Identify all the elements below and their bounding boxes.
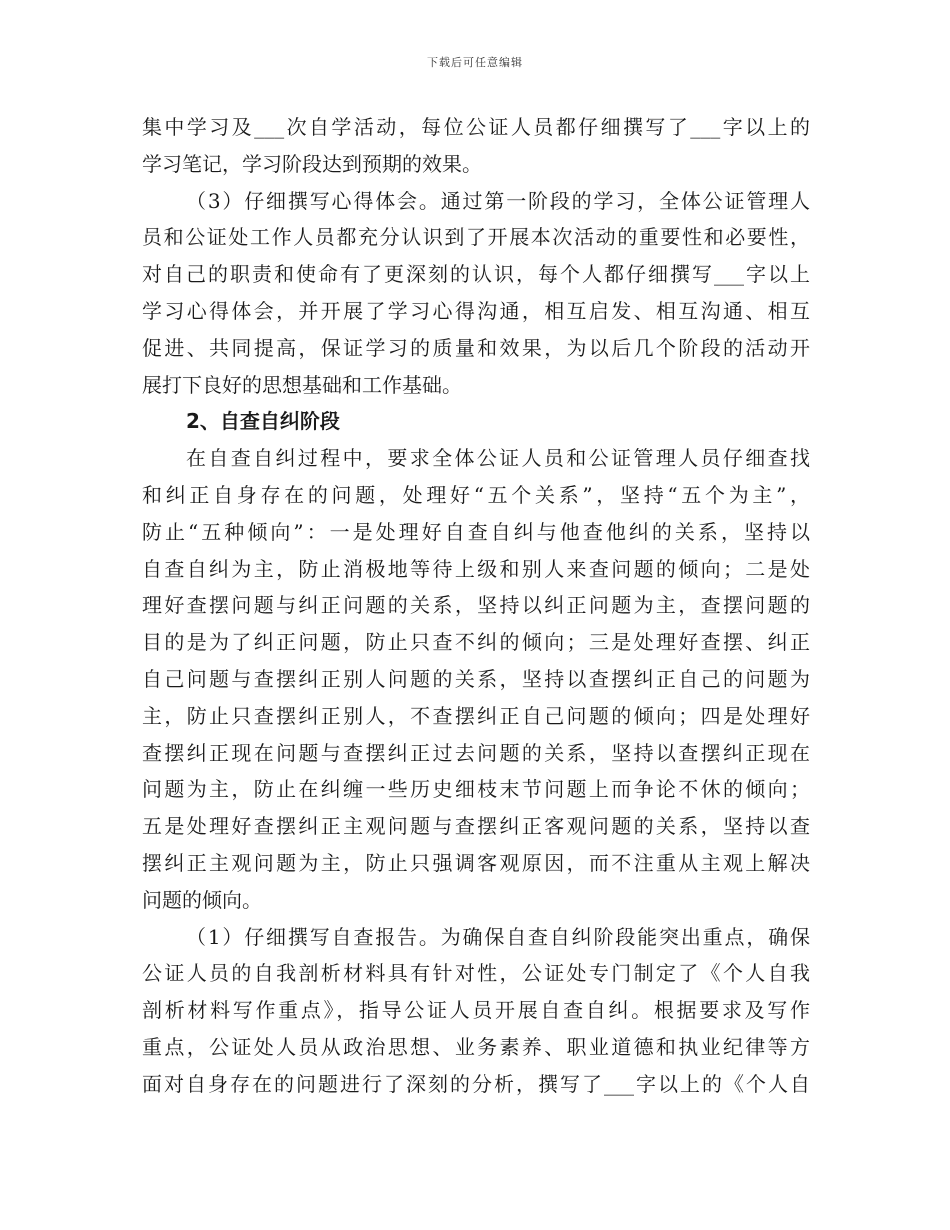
page-header: 下载后可任意编辑 [427,56,523,69]
paragraph-start-line: （3）仔细撰写心得体会。通过第一阶段的学习，全体公证管理人 [186,188,810,213]
document-body [142,109,810,1103]
text-line: 展打下良好的思想基础和工作基础。 [142,372,462,397]
text-line: 理好查摆问题与纠正问题的关系，坚持以纠正问题为主，查摆问题的 [142,593,810,618]
text-line: 自查自纠为主，防止消极地等待上级和别人来查问题的倾向；二是处 [142,556,810,581]
text-line: 重点，公证处人员从政治思想、业务素养、职业道德和执业纪律等方 [142,1034,810,1059]
text-line: 问题为主，防止在纠缠一些历史细枝末节问题上而争论不休的倾向； [142,777,810,802]
text-line: 员和公证处工作人员都充分认识到了开展本次活动的重要性和必要性， [142,225,810,250]
text-line: 防止“五种倾向”：一是处理好自查自纠与他查他纠的关系，坚持以 [142,519,810,544]
text-line: 自己问题与查摆纠正别人问题的关系，坚持以查摆纠正自己的问题为 [142,666,810,691]
text-line: 主，防止只查摆纠正别人，不查摆纠正自己问题的倾向；四是处理好 [142,703,810,728]
text-line: 剖析材料写作重点》，指导公证人员开展自查自纠。根据要求及写作 [142,998,810,1023]
text-line: 目的是为了纠正问题，防止只查不纠的倾向；三是处理好查摆、纠正 [142,630,810,655]
text-line: 查摆纠正现在问题与查摆纠正过去问题的关系，坚持以查摆纠正现在 [142,740,810,765]
text-line: 和纠正自身存在的问题，处理好“五个关系”，坚持“五个为主”， [142,482,810,507]
text-line: 摆纠正主观问题为主，防止只强调客观原因，而不注重从主观上解决 [142,850,810,875]
text-line: 问题的倾向。 [142,887,262,912]
paragraph-start-line: （1）仔细撰写自查报告。为确保自查自纠阶段能突出重点，确保 [186,924,810,949]
text-line: 公证人员的自我剖析材料具有针对性，公证处专门制定了《个人自我 [142,961,810,986]
text-line: 面对自身存在的问题进行了深刻的分析，撰写了___字以上的《个人自 [142,1071,810,1096]
paragraph-start-line: 在自查自纠过程中，要求全体公证人员和公证管理人员仔细查找 [186,446,810,471]
text-line: 学习笔记，学习阶段达到预期的效果。 [142,151,482,176]
section-heading: 2、自查自纠阶段 [186,409,340,434]
text-line: 对自己的职责和使命有了更深刻的认识，每个人都仔细撰写___字以上 [142,262,810,287]
text-line: 集中学习及___次自学活动，每位公证人员都仔细撰写了___字以上的 [142,115,810,139]
text-line: 学习心得体会，并开展了学习心得沟通，相互启发、相互沟通、相互 [142,298,810,323]
text-line: 促进、共同提高，保证学习的质量和效果，为以后几个阶段的活动开 [142,335,810,360]
text-line: 五是处理好查摆纠正主观问题与查摆纠正客观问题的关系，坚持以查 [142,814,810,839]
